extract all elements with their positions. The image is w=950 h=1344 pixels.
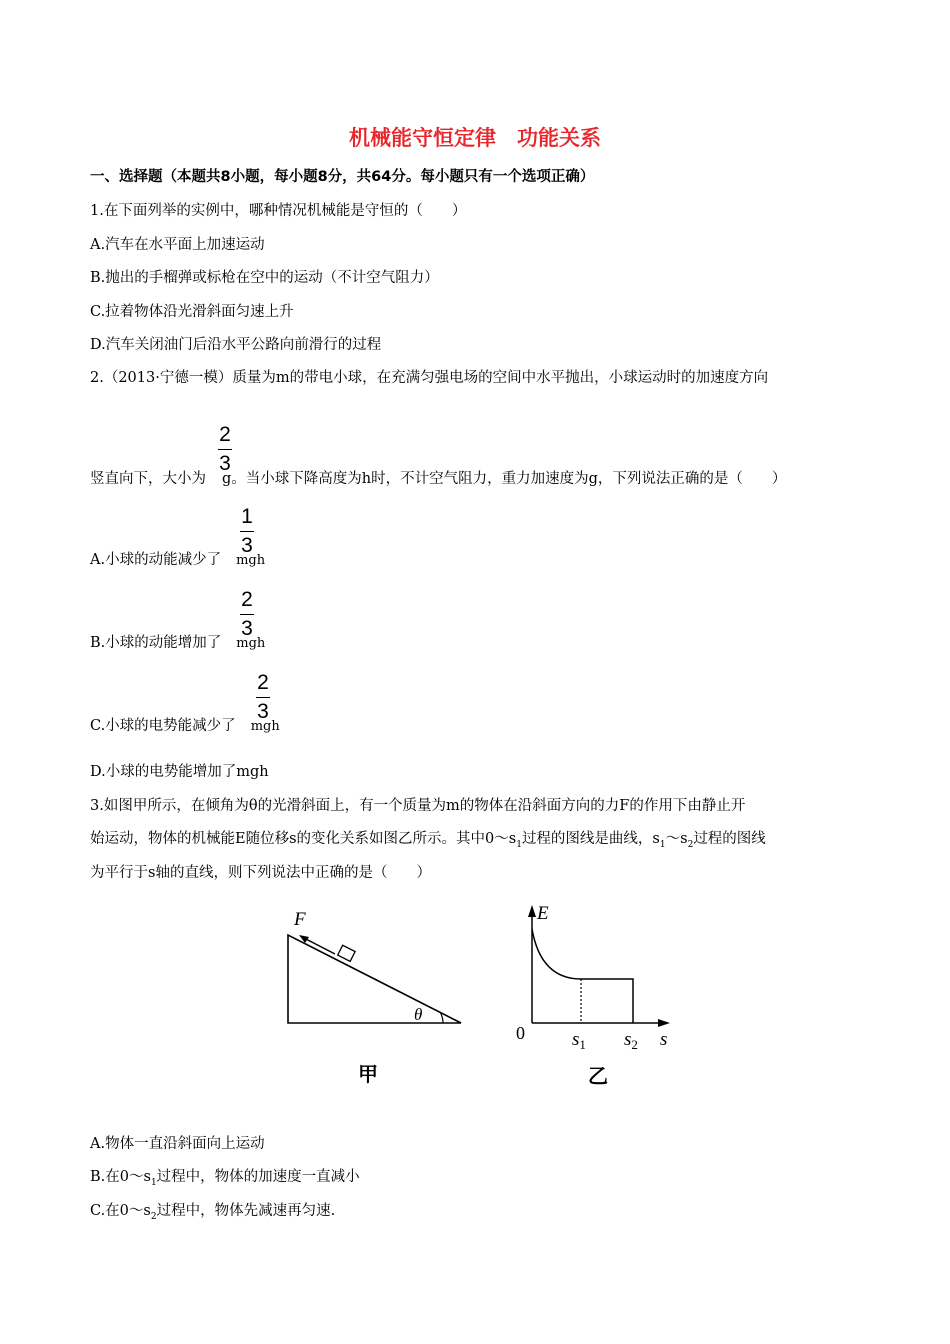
- q2-stem-prefix: 竖直向下，大小为: [90, 471, 206, 487]
- fraction-denominator: 3: [241, 617, 253, 640]
- q2-option-a: [90, 548, 265, 569]
- text-part: 过程中，物体先减速再匀速.: [156, 1203, 336, 1219]
- angle-label: θ: [414, 1005, 423, 1024]
- figure-left-caption: 甲: [358, 1062, 378, 1086]
- q1-stem: 1.在下面列举的实例中，哪种情况机械能是守恒的（ ）: [90, 203, 467, 219]
- text-part: 过程的图线: [693, 831, 766, 847]
- text-part: ～s: [665, 831, 688, 847]
- q3-stem-line3: 为平行于s轴的直线，则下列说法中正确的是（ ）: [90, 865, 431, 881]
- option-tail: mgh: [236, 553, 266, 568]
- displacement-axis-label: s: [660, 1029, 668, 1050]
- option-text: A.小球的动能减少了: [90, 552, 222, 568]
- force-label: F: [294, 909, 306, 930]
- q2-c-fraction: [256, 672, 270, 722]
- q2-fraction: [218, 424, 232, 474]
- fraction-denominator: 3: [257, 700, 269, 723]
- q2-stem-suffix: g。当小球下降高度为h时，不计空气阻力，重力加速度为g，下列说法正确的是（ ）: [222, 471, 787, 487]
- fraction-denominator: 3: [219, 452, 231, 475]
- q2-option-b: [90, 631, 265, 652]
- q2-option-c: [90, 714, 280, 735]
- fraction-numerator: 2: [241, 588, 253, 611]
- fraction-numerator: 2: [219, 423, 231, 446]
- fraction-denominator: 3: [241, 534, 253, 557]
- q3-stem-line2: [90, 827, 766, 850]
- fraction-numerator: 1: [241, 505, 253, 528]
- figure-right-caption: 乙: [588, 1064, 608, 1088]
- text-part: C.在0～s: [90, 1203, 151, 1219]
- q3-option-b: [90, 1165, 360, 1188]
- q3-figure: [270, 895, 690, 1095]
- s1-letter: s: [572, 1029, 580, 1050]
- q2-stem-line1: 2.（2013·宁德一模）质量为m的带电小球，在充满匀强电场的空间中水平抛出，小球运动时的加速度方向: [90, 370, 769, 386]
- incline-triangle: [288, 935, 461, 1023]
- subscript: 1: [516, 839, 522, 850]
- subscript: 2: [687, 839, 694, 850]
- q1-option-d: D.汽车关闭油门后沿水平公路向前滑行的过程: [90, 337, 382, 353]
- origin-label: 0: [516, 1023, 525, 1043]
- s2-letter: s: [624, 1029, 632, 1050]
- text-part: 始运动，物体的机械能E随位移s的变化关系如图乙所示。其中0～s: [90, 831, 517, 847]
- q3-option-c: [90, 1199, 335, 1222]
- text-part: 过程的图线是曲线，s: [521, 831, 660, 847]
- option-text: B.小球的动能增加了: [90, 635, 222, 651]
- fraction-numerator: 2: [257, 671, 269, 694]
- subscript: 2: [150, 1211, 157, 1222]
- q1-option-b: B.抛出的手榴弹或标枪在空中的运动（不计空气阻力）: [90, 270, 439, 286]
- q2-b-fraction: [240, 589, 254, 639]
- displacement-axis-arrow-icon: [658, 1019, 670, 1027]
- q3-option-a: A.物体一直沿斜面向上运动: [90, 1136, 265, 1152]
- q2-stem-line2: [90, 467, 786, 488]
- energy-axis-label: E: [537, 903, 549, 924]
- s2-subscript: 2: [631, 1037, 638, 1052]
- energy-axis-arrow-icon: [528, 905, 536, 917]
- s1-label: [572, 1029, 586, 1052]
- block-icon: [338, 945, 355, 961]
- option-tail: mgh: [236, 636, 266, 651]
- page-title: 机械能守恒定律 功能关系: [349, 126, 601, 150]
- q1-option-a: A.汽车在水平面上加速运动: [90, 237, 265, 253]
- section-heading: 一、选择题（本题共8小题，每小题8分，共64分。每小题只有一个选项正确）: [90, 169, 595, 185]
- s1-subscript: 1: [579, 1037, 586, 1052]
- q2-a-fraction: [240, 506, 254, 556]
- option-text: C.小球的电势能减少了: [90, 718, 236, 734]
- text-part: B.在0～s: [90, 1169, 151, 1185]
- subscript: 1: [659, 839, 666, 850]
- q1-option-c: C.拉着物体沿光滑斜面匀速上升: [90, 304, 294, 320]
- option-tail: mgh: [250, 719, 280, 734]
- s2-label: [624, 1029, 638, 1052]
- q3-stem-line1: 3.如图甲所示，在倾角为θ的光滑斜面上，有一个质量为m的物体在沿斜面方向的力F的作用下由静止开: [90, 798, 746, 814]
- q2-option-d: D.小球的电势能增加了mgh: [90, 764, 269, 780]
- subscript: 1: [150, 1177, 157, 1188]
- energy-curve: [532, 929, 633, 1023]
- text-part: 过程中，物体的加速度一直减小: [156, 1169, 360, 1185]
